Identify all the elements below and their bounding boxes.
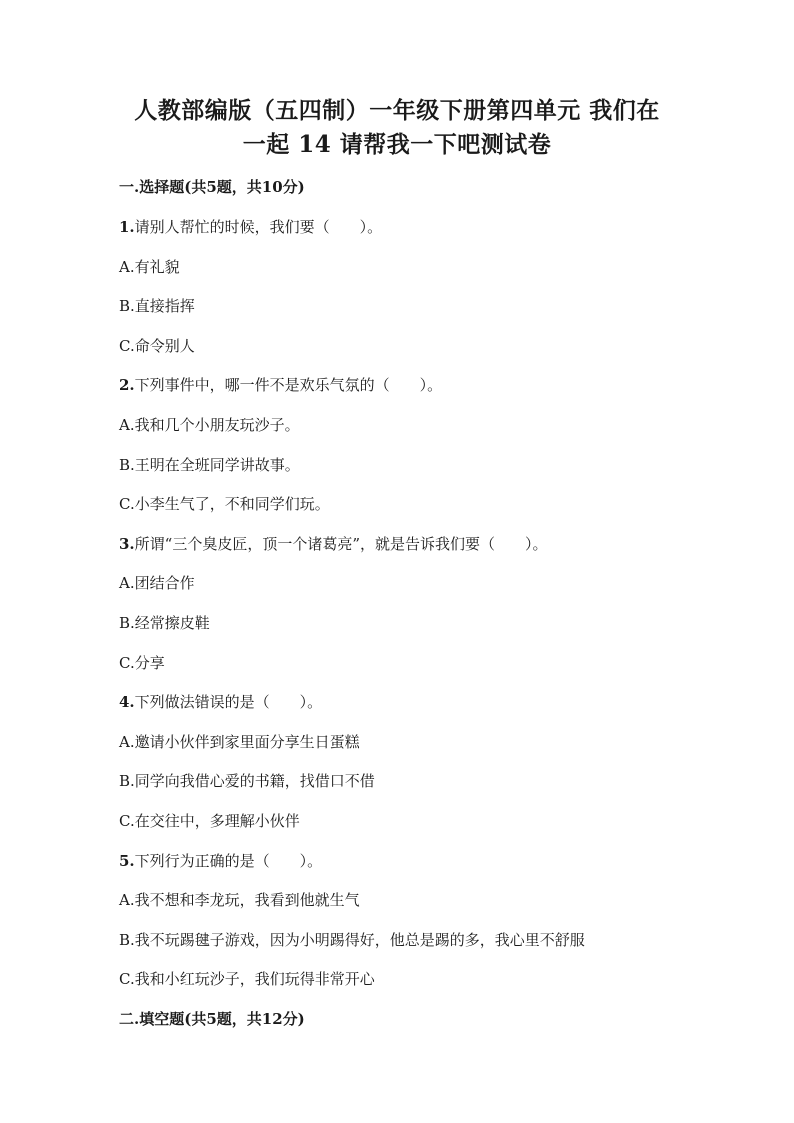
- question-4-option-a: A.邀请小伙伴到家里面分享生日蛋糕: [119, 732, 360, 751]
- question-number: 4.: [119, 693, 135, 712]
- section-heading-choice: 一.选择题(共5题，共10分): [119, 178, 305, 196]
- question-3: [119, 532, 699, 572]
- question-5-option-a: A.我不想和李龙玩，我看到他就生气: [119, 891, 360, 910]
- question-number: 1.: [119, 218, 135, 236]
- question-text: 下列做法错误的是（ ）。: [134, 693, 323, 712]
- question-2-option-b: B.王明在全班同学讲故事。: [119, 455, 300, 474]
- question-text: 下列事件中，哪一件不是欢乐气氛的（ ）。: [134, 376, 443, 395]
- question-5-option-c: C.我和小红玩沙子，我们玩得非常开心: [119, 970, 375, 989]
- title-line-2: 一起 14 请帮我一下吧测试卷: [242, 131, 552, 158]
- question-4-option-c: C.在交往中，多理解小伙伴: [119, 811, 300, 830]
- question-1-option-a: A.有礼貌: [119, 257, 180, 276]
- title-line-1: 人教部编版（五四制）一年级下册第四单元 我们在: [134, 97, 660, 124]
- question-4: [119, 690, 699, 730]
- question-4-option-b: B.同学向我借心爱的书籍，找借口不借: [119, 772, 375, 791]
- question-1: [119, 215, 699, 255]
- question-3-option-a: A.团结合作: [119, 574, 195, 593]
- section-heading-fill-in: 二.填空题(共5题，共12分): [119, 1009, 305, 1028]
- question-1-option-b: B.直接指挥: [119, 297, 195, 316]
- exam-title: [100, 94, 694, 162]
- question-text: 所谓“三个臭皮匠，顶一个诸葛亮”，就是告诉我们要（ ）。: [134, 534, 548, 553]
- question-5: [119, 849, 699, 889]
- question-text: 下列行为正确的是（ ）。: [134, 851, 323, 870]
- question-number: 2.: [119, 376, 135, 395]
- question-3-option-c: C.分享: [119, 653, 165, 672]
- question-number: 5.: [119, 851, 135, 870]
- question-2: [119, 373, 699, 413]
- question-2-option-a: A.我和几个小朋友玩沙子。: [119, 415, 300, 434]
- question-text: 请别人帮忙的时候，我们要（ ）。: [134, 218, 383, 236]
- question-3-option-b: B.经常擦皮鞋: [119, 613, 210, 632]
- question-5-option-b: B.我不玩踢毽子游戏，因为小明踢得好，他总是踢的多，我心里不舒服: [119, 930, 585, 949]
- exam-content: [119, 175, 699, 1047]
- question-1-option-c: C.命令别人: [119, 336, 195, 355]
- question-number: 3.: [119, 534, 135, 553]
- question-2-option-c: C.小李生气了，不和同学们玩。: [119, 495, 330, 514]
